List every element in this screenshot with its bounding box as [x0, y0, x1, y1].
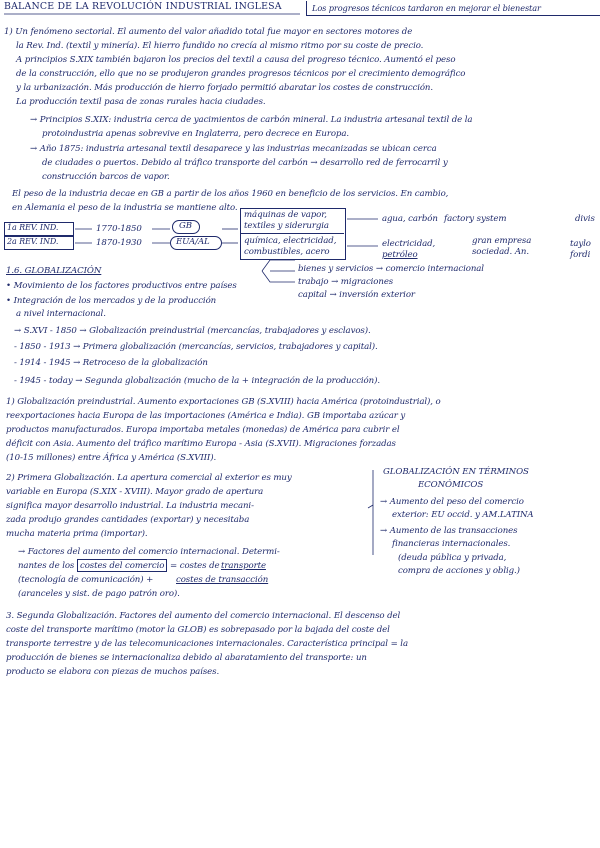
timeline-item: - 1945 - today → Segunda globalización (mucho de la + integración de la producción). [14, 376, 380, 386]
section1-bullet: construcción barcos de vapor. [42, 172, 170, 182]
section1-bullet: → Año 1875: industria artesanal textil desaparece y las industrias mecanizadas se ubican cerca [30, 144, 437, 154]
org1: factory system [444, 214, 507, 224]
side-title: GLOBALIZACIÓN EN TÉRMINOS [383, 467, 529, 477]
globalization3-text: producto se elabora con piezas de muchos países. [6, 667, 220, 677]
globalization3-text: producción de bienes se internacionaliza debido al abaratamiento del transporte: un [6, 653, 367, 663]
org2b: sociedad. An. [472, 247, 529, 257]
energy2a: electricidad, [382, 239, 436, 249]
title-note: Los progresos técnicos tardaron en mejorar el bienestar [312, 3, 541, 13]
side-item: compra de acciones y oblig.) [398, 566, 520, 576]
rev1-label: 1a REV. IND. [7, 223, 59, 232]
globalization3-text: 3. Segunda Globalización. Factores del aumento del comercio internacional. El descenso del [6, 611, 401, 621]
globalization-def: a nivel internacional. [16, 309, 106, 319]
years1: 1770-1850 [96, 224, 142, 234]
technology-divider [240, 233, 344, 234]
side-item: (deuda pública y privada, [398, 553, 507, 563]
end2b: fordi [570, 250, 591, 260]
globalization3-text: transporte terrestre y de las telecomunicaciones internacionales. Característica principal = la [6, 639, 408, 649]
section1-line: y la urbanización. Más producción de hierro forjado permitió abaratar los costes de construcción. [16, 83, 433, 93]
globalization1-text: 1) Globalización preindustrial. Aumento exportaciones GB (S.XVIII) hacia América (protoindustrial), o [6, 397, 441, 407]
globalization2-text: nantes de los [18, 561, 75, 571]
globalization1-text: productos manufacturados. Europa importaba metales (monedas) de América para cubrir el [6, 425, 400, 435]
factor-flow: trabajo → migraciones [298, 277, 394, 287]
globalization2-text: (aranceles y sist. de pago patrón oro). [18, 589, 180, 599]
tech2a: química, electricidad, [244, 236, 337, 246]
tech2b: combustibles, acero [244, 247, 330, 257]
timeline-item: - 1850 - 1913 → Primera globalización (mercancías, servicios, trabajadores y capital). [14, 342, 378, 352]
transport-costs-label: transporte [221, 561, 266, 571]
rev2-label: 2a REV. IND. [7, 237, 59, 246]
globalization1-text: déficit con Asia. Aumento del tráfico marítimo Europa - Asia (S.XVII). Migraciones forzadas [6, 439, 396, 449]
tech1b: textiles y siderurgia [244, 221, 329, 231]
globalization2-text: → Factores del aumento del comercio internacional. Determi- [18, 547, 280, 557]
energy2b: petróleo [382, 250, 418, 260]
side-item: → Aumento del peso del comercio [380, 497, 524, 507]
factor-flow: capital → inversión exterior [298, 290, 415, 300]
section1-bullet: protoindustria apenas sobrevive en Inglaterra, pero decrece en Europa. [42, 129, 349, 139]
section1-line: en Alemania el peso de la industria se mantiene alto. [12, 203, 238, 213]
globalization2-text: significa mayor desarrollo industrial. La industria mecani- [6, 501, 254, 511]
section1-line: la Rev. Ind. (textil y minería). El hierro fundido no crecía al mismo ritmo por su coste de precio. [16, 41, 424, 51]
costs-boxed-label: costes del comercio [80, 561, 165, 571]
globalization2-text: zada produjo grandes cantidades (exportar) y necesitaba [6, 515, 250, 525]
globalization3-text: coste del transporte marítimo (motor la GLOB) es sobrepasado por la bajada del coste del [6, 625, 390, 635]
section1-line: 1) Un fenómeno sectorial. El aumento del valor añadido total fue mayor en sectores motores de [4, 27, 413, 37]
page-title: BALANCE DE LA REVOLUCIÓN INDUSTRIAL INGLESA [4, 1, 282, 12]
energy1: agua, carbón [382, 214, 438, 224]
tech1a: máquinas de vapor, [244, 210, 327, 220]
globalization2-text: (tecnología de comunicación) + [18, 575, 154, 585]
transaction-costs-label: costes de transacción [176, 575, 269, 585]
globalization-def: • Movimiento de los factores productivos entre países [6, 281, 237, 291]
side-item: exterior: EU occid. y AM.LATINA [392, 510, 534, 520]
side-item: → Aumento de las transacciones [380, 526, 518, 536]
factor-flow: bienes y servicios → comercio internacional [298, 264, 484, 274]
section1-line: A principios S.XIX también bajaron los precios del textil a causa del progreso técnico. Aumentó el peso [16, 55, 456, 65]
section2-heading: 1.6. GLOBALIZACIÓN [6, 266, 102, 276]
globalization2-text: mucha materia prima (importar). [6, 529, 148, 539]
country2: EUA/AL [176, 237, 210, 247]
globalization-def: • Integración de los mercados y de la producción [6, 296, 217, 306]
section1-bullet: → Principios S.XIX: industria cerca de yacimientos de carbón mineral. La industria artesanal textil de la [30, 115, 473, 125]
timeline-item: → S.XVI - 1850 → Globalización preindustrial (mercancías, trabajadores y esclavos). [14, 326, 371, 336]
timeline-item: - 1914 - 1945 → Retroceso de la globalización [14, 358, 208, 368]
globalization1-text: reexportaciones hacia Europa de las importaciones (América e India). GB importaba azúcar y [6, 411, 406, 421]
end1: divis [575, 214, 595, 224]
globalization2-text: variable en Europa (S.XIX - XVIII). Mayor grado de apertura [6, 487, 264, 497]
side-item: financieras internacionales. [392, 539, 511, 549]
years2: 1870-1930 [96, 238, 142, 248]
country1: GB [179, 221, 192, 231]
org2a: gran empresa [472, 236, 532, 246]
globalization2-text: 2) Primera Globalización. La apertura comercial al exterior es muy [6, 473, 292, 483]
globalization2-text: = costes de [170, 561, 220, 571]
side-title: ECONÓMICOS [418, 480, 484, 490]
end2a: taylo [570, 239, 591, 249]
globalization1-text: (10-15 millones) entre África y América (S.XVIII). [6, 453, 217, 463]
section1-line: de la construcción, ello que no se produjeron grandes progresos técnicos por el crecimiento demográfico [16, 69, 466, 79]
section1-bullet: de ciudades o puertos. Debido al tráfico transporte del carbón → desarrollo red de ferrocarril y [42, 158, 448, 168]
section1-line: El peso de la industria decae en GB a partir de los años 1960 en beneficio de los servicios. En cambio, [12, 189, 449, 199]
section1-line: La producción textil pasa de zonas rurales hacia ciudades. [16, 97, 266, 107]
